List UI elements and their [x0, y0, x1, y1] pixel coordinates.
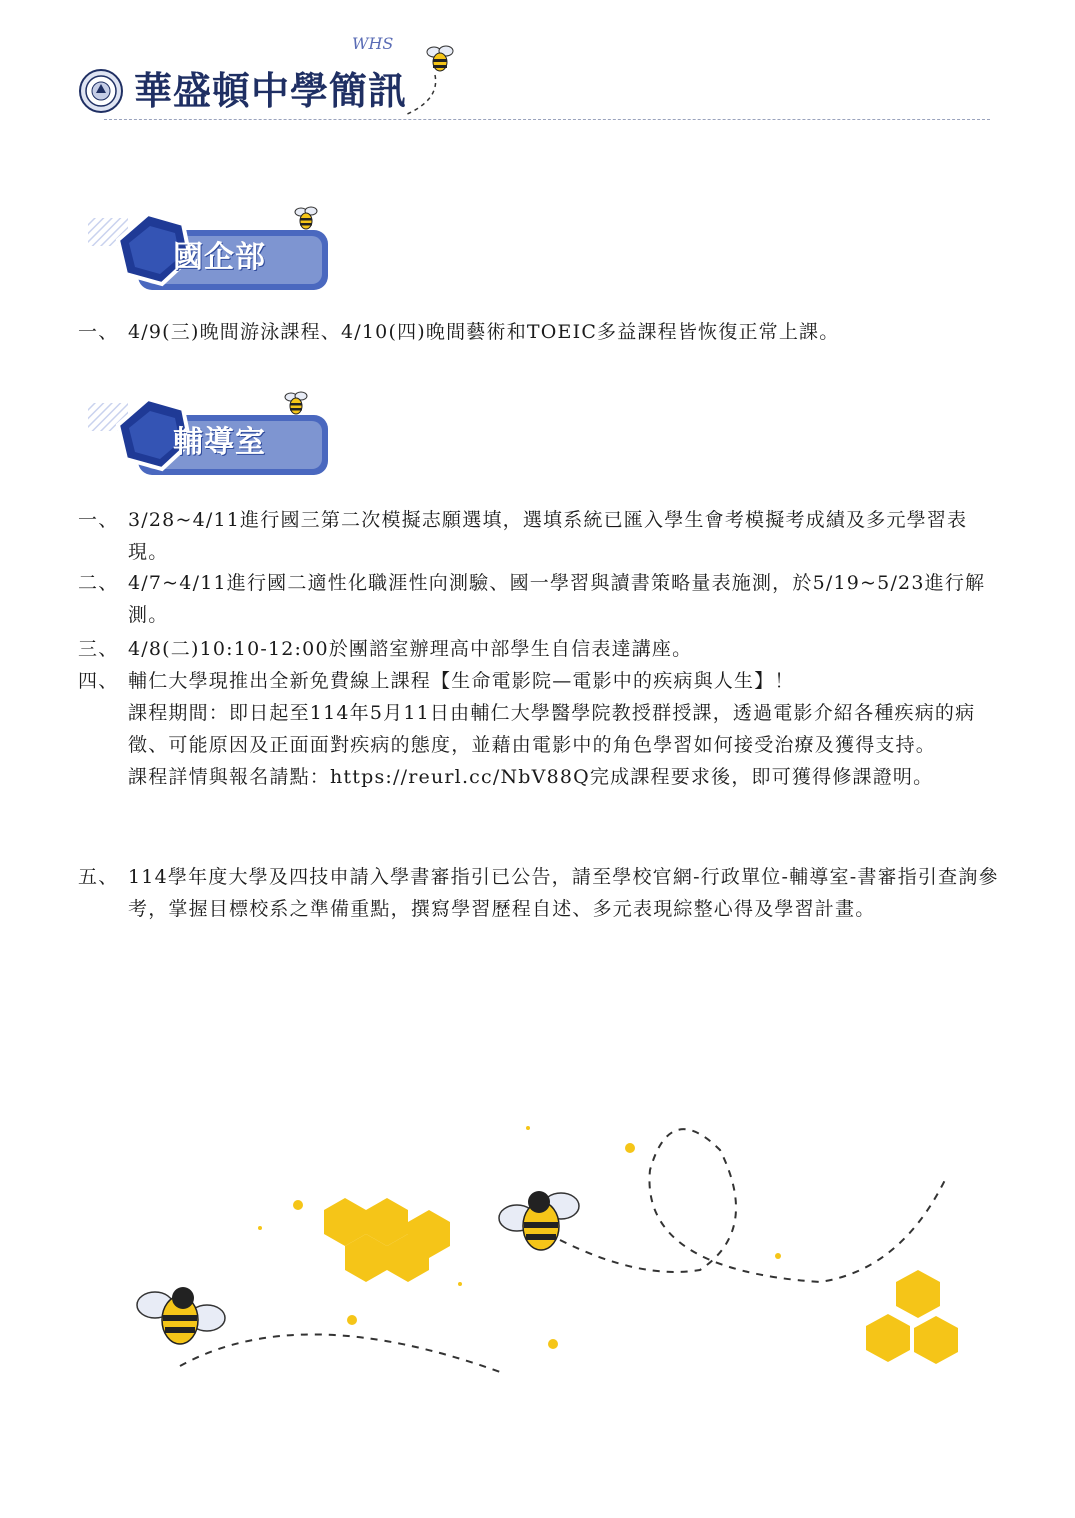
- item-number: 四、: [78, 670, 119, 692]
- newsletter-title: 華盛頓中學簡訊: [134, 69, 408, 113]
- list-item: [78, 861, 1003, 925]
- flight-path: [395, 70, 445, 120]
- list-item: [78, 504, 1003, 568]
- course-signup-info: 課程詳情與報名請點：https://reurl.cc/NbV88Q完成課程要求後，即可獲得修課證明。: [128, 766, 934, 788]
- course-description: 課程期間：即日起至114年5月11日由輔仁大學醫學院教授群授課，透過電影介紹各種疾病的病徵、可能原因及正面面對疾病的態度，並藉由電影中的角色學習如何接受治療及獲得支持。: [128, 702, 976, 756]
- bee-icon: [499, 1191, 579, 1250]
- school-seal-icon: [78, 68, 124, 114]
- bee-icon: [137, 1287, 225, 1344]
- whs-logo-text: WHS: [352, 34, 394, 53]
- item-number: 五、: [78, 866, 119, 888]
- item-number: 二、: [78, 572, 119, 594]
- list-item: [78, 665, 1003, 793]
- item-text: 4/7~4/11進行國二適性化職涯性向測驗、國一學習與讀書策略量表施測，於5/19~5/23進行解測。: [128, 572, 986, 626]
- honeycomb-icon: [866, 1270, 958, 1364]
- section-badge-counsel: [78, 385, 338, 485]
- item-text: 3/28~4/11進行國三第二次模擬志願選填，選填系統已匯入學生會考模擬考成績及多元學習表現。: [128, 509, 968, 563]
- item-text: 114學年度大學及四技申請入學書審指引已公告，請至學校官網-行政單位-輔導室-書審指引查詢參考，掌握目標校系之準備重點，撰寫學習歷程自述、多元表現綜整心得及學習計畫。: [128, 866, 999, 920]
- item-text: 4/8(二)10:10-12:00於團諮室辦理高中部學生自信表達講座。: [128, 638, 693, 660]
- item-number: 一、: [78, 509, 119, 531]
- list-item: [78, 567, 1003, 631]
- bee-decoration: [0, 1110, 1075, 1518]
- list-item: [78, 633, 1003, 665]
- header-divider: [104, 119, 990, 120]
- item-text: 4/9(三)晚間游泳課程、4/10(四)晚間藝術和TOEIC多益課程皆恢復正常上課。: [128, 321, 840, 343]
- section-title: 輔導室: [173, 425, 266, 460]
- list-item: [78, 316, 1003, 348]
- honeycomb-icon: [324, 1198, 450, 1282]
- section-badge-intl: [78, 200, 338, 300]
- section-title: 國企部: [173, 240, 266, 275]
- item-number: 一、: [78, 321, 119, 343]
- item-text: 輔仁大學現推出全新免費線上課程【生命電影院—電影中的疾病與人生】！: [128, 670, 795, 692]
- item-number: 三、: [78, 638, 119, 660]
